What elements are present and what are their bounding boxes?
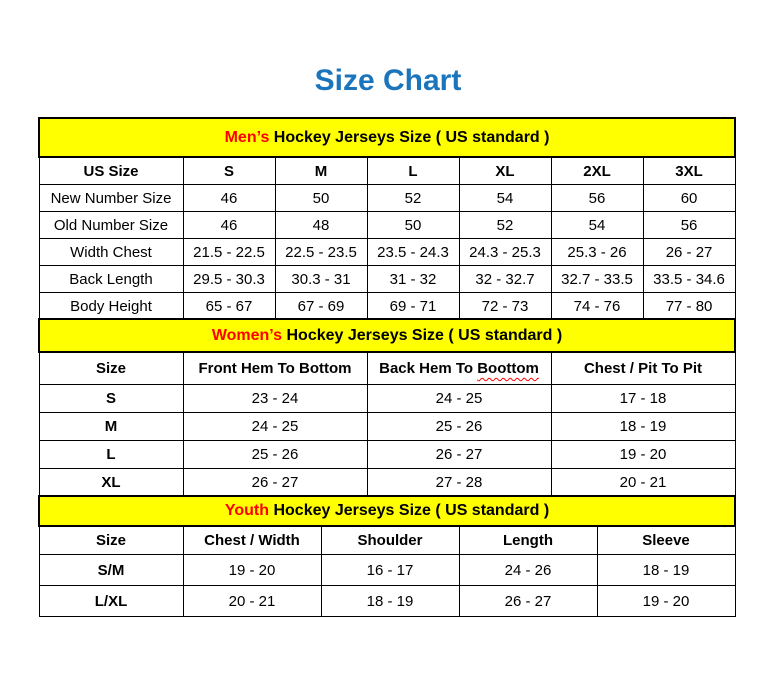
size-cell: 25 - 26 [367, 413, 551, 441]
womens-row-l [39, 441, 735, 469]
size-cell: 24.3 - 25.3 [459, 239, 551, 266]
size-cell: 77 - 80 [643, 293, 735, 320]
row-label: S/M [39, 555, 183, 586]
womens-row-m [39, 413, 735, 441]
size-cell: 48 [275, 212, 367, 239]
youth-section-title [39, 496, 735, 526]
row-label: Width Chest [39, 239, 183, 266]
column-header-size: Size [39, 526, 183, 555]
mens-section-band-row [39, 118, 735, 157]
column-header-shoulder: Shoulder [321, 526, 459, 555]
row-label: S [39, 385, 183, 413]
row-label: Old Number Size [39, 212, 183, 239]
size-cell: 27 - 28 [367, 469, 551, 497]
column-header-2xl: 2XL [551, 157, 643, 185]
womens-column-header-row [39, 352, 735, 385]
mens-row-body-height [39, 293, 735, 320]
size-cell: 50 [275, 185, 367, 212]
row-label: Back Length [39, 266, 183, 293]
size-cell: 30.3 - 31 [275, 266, 367, 293]
size-cell: 65 - 67 [183, 293, 275, 320]
size-cell: 29.5 - 30.3 [183, 266, 275, 293]
mens-row-old-number-size [39, 212, 735, 239]
youth-column-header-row [39, 526, 735, 555]
size-cell: 69 - 71 [367, 293, 459, 320]
size-cell: 56 [643, 212, 735, 239]
size-cell: 18 - 19 [321, 586, 459, 617]
size-cell: 22.5 - 23.5 [275, 239, 367, 266]
column-header-front-hem: Front Hem To Bottom [183, 352, 367, 385]
size-cell: 16 - 17 [321, 555, 459, 586]
size-cell: 23 - 24 [183, 385, 367, 413]
size-cell: 25 - 26 [183, 441, 367, 469]
size-cell: 26 - 27 [643, 239, 735, 266]
row-label: New Number Size [39, 185, 183, 212]
womens-section-title [39, 319, 735, 352]
size-cell: 67 - 69 [275, 293, 367, 320]
size-cell: 20 - 21 [183, 586, 321, 617]
youth-size-table [38, 495, 736, 617]
youth-section-band-row [39, 496, 735, 526]
size-cell: 50 [367, 212, 459, 239]
column-header-size: Size [39, 352, 183, 385]
size-cell: 20 - 21 [551, 469, 735, 497]
size-cell: 33.5 - 34.6 [643, 266, 735, 293]
column-header-3xl: 3XL [643, 157, 735, 185]
mens-title-text: Hockey Jerseys Size ( US standard ) [273, 128, 550, 146]
size-cell: 21.5 - 22.5 [183, 239, 275, 266]
size-cell: 46 [183, 212, 275, 239]
size-cell: 25.3 - 26 [551, 239, 643, 266]
size-cell: 24 - 25 [183, 413, 367, 441]
size-cell: 56 [551, 185, 643, 212]
size-cell: 24 - 25 [367, 385, 551, 413]
column-header-length: Length [459, 526, 597, 555]
column-header-us-size: US Size [39, 157, 183, 185]
row-label: Body Height [39, 293, 183, 320]
mens-section-title [39, 118, 735, 157]
youth-row-lxl [39, 586, 735, 617]
size-chart-tables [38, 117, 734, 617]
size-cell: 18 - 19 [551, 413, 735, 441]
size-cell: 52 [459, 212, 551, 239]
row-label: M [39, 413, 183, 441]
size-cell: 72 - 73 [459, 293, 551, 320]
mens-title-highlight: Men’s [224, 128, 270, 146]
size-cell: 19 - 20 [597, 586, 735, 617]
column-header-chest-width: Chest / Width [183, 526, 321, 555]
womens-row-xl [39, 469, 735, 497]
womens-section-band-row [39, 319, 735, 352]
mens-size-table [38, 117, 736, 320]
row-label: XL [39, 469, 183, 497]
size-cell: 32.7 - 33.5 [551, 266, 643, 293]
womens-title-text: Hockey Jerseys Size ( US standard ) [286, 326, 563, 344]
size-cell: 54 [551, 212, 643, 239]
page-title: Size Chart [314, 64, 462, 97]
size-cell: 46 [183, 185, 275, 212]
size-cell: 17 - 18 [551, 385, 735, 413]
size-cell: 24 - 26 [459, 555, 597, 586]
size-cell: 26 - 27 [459, 586, 597, 617]
column-header-l: L [367, 157, 459, 185]
back-hem-misspelled-word: Boottom [477, 360, 539, 377]
row-label: L [39, 441, 183, 469]
size-cell: 60 [643, 185, 735, 212]
womens-size-table [38, 318, 736, 497]
size-cell: 74 - 76 [551, 293, 643, 320]
back-hem-label-prefix: Back Hem To [379, 360, 474, 377]
size-cell: 32 - 32.7 [459, 266, 551, 293]
mens-column-header-row [39, 157, 735, 185]
youth-title-text: Hockey Jerseys Size ( US standard ) [273, 502, 550, 519]
size-cell: 19 - 20 [551, 441, 735, 469]
size-cell: 31 - 32 [367, 266, 459, 293]
row-label: L/XL [39, 586, 183, 617]
size-cell: 23.5 - 24.3 [367, 239, 459, 266]
size-cell: 54 [459, 185, 551, 212]
column-header-xl: XL [459, 157, 551, 185]
column-header-sleeve: Sleeve [597, 526, 735, 555]
size-cell: 26 - 27 [183, 469, 367, 497]
womens-row-s [39, 385, 735, 413]
youth-row-sm [39, 555, 735, 586]
mens-row-back-length [39, 266, 735, 293]
column-header-chest-pit: Chest / Pit To Pit [551, 352, 735, 385]
size-cell: 18 - 19 [597, 555, 735, 586]
size-cell: 19 - 20 [183, 555, 321, 586]
size-cell: 26 - 27 [367, 441, 551, 469]
youth-title-highlight: Youth [224, 502, 270, 519]
womens-title-highlight: Women’s [211, 326, 283, 344]
mens-row-new-number-size [39, 185, 735, 212]
column-header-back-hem [367, 352, 551, 385]
size-cell: 52 [367, 185, 459, 212]
mens-row-width-chest [39, 239, 735, 266]
column-header-s: S [183, 157, 275, 185]
column-header-m: M [275, 157, 367, 185]
